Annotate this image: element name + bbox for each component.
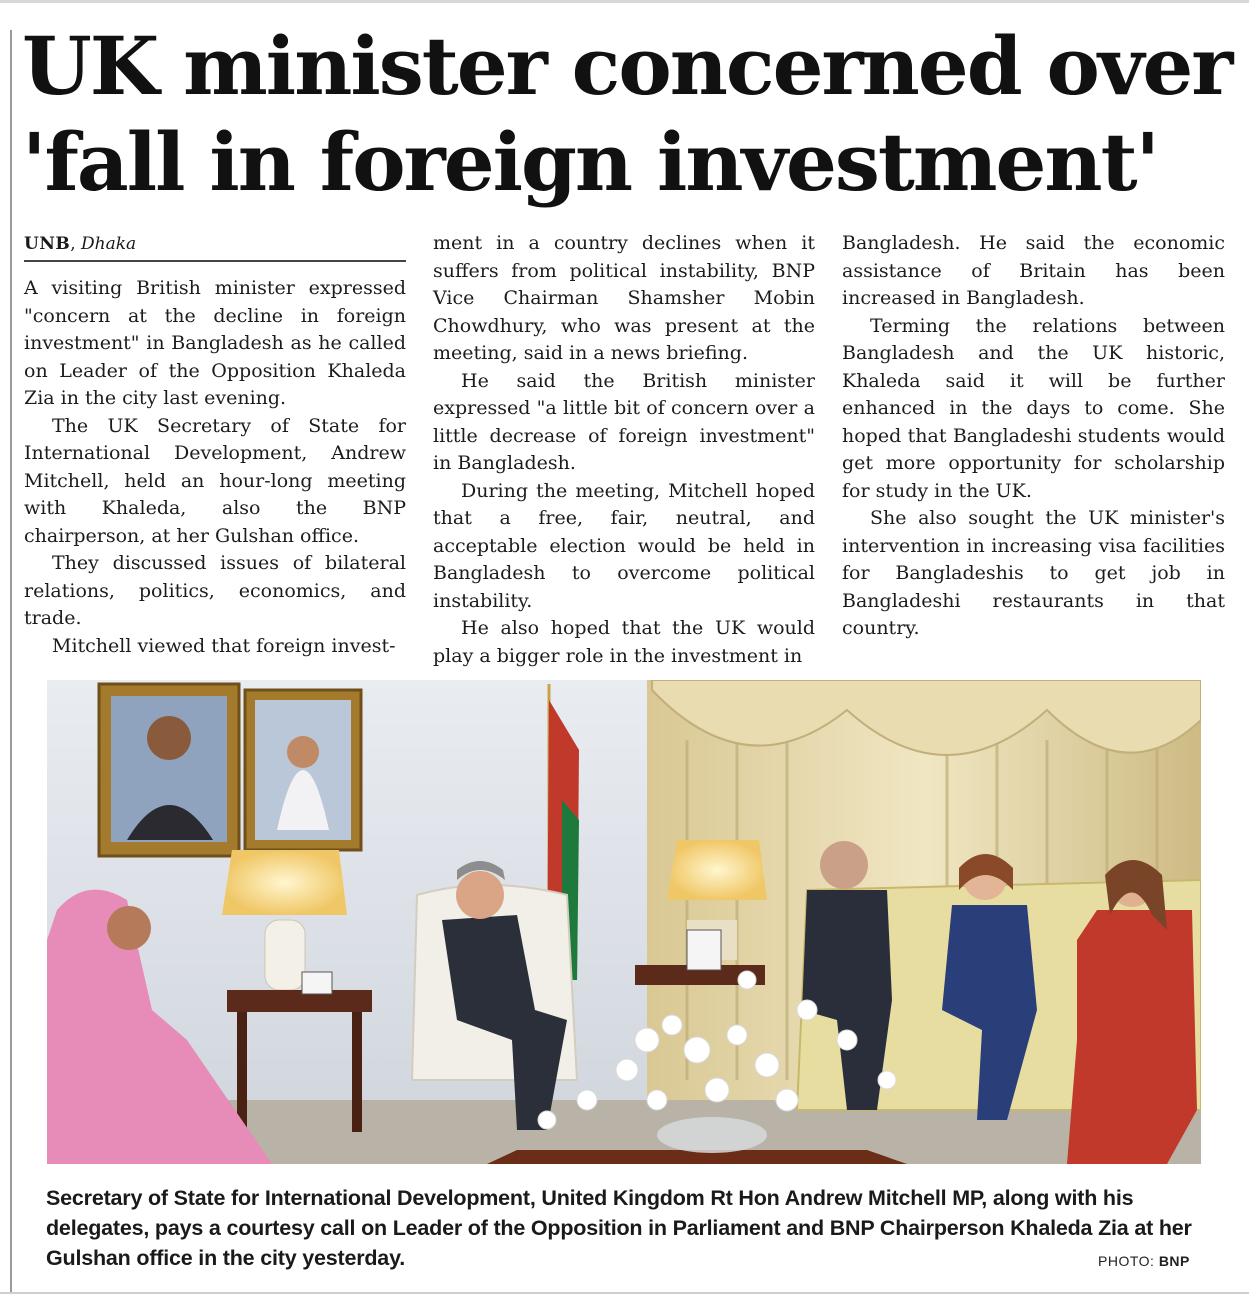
paragraph: He also hoped that the UK would play a bigger role in the investment in xyxy=(433,617,815,667)
page-left-border xyxy=(10,30,12,1292)
paragraph: ment in a country declines when it suffers from political instability, BNP Vice Chairman Shamsher Mobin Chowdhury, who was present at the meeting, said in a news briefing. xyxy=(433,232,815,364)
paragraph: They discussed issues of bilateral relations, politics, economics, and trade. xyxy=(24,552,406,629)
paragraph: During the meeting, Mitchell hoped that a free, fair, neutral, and acceptable election would be held in Bangladesh to overcome political instability. xyxy=(433,479,815,612)
side-table-left xyxy=(227,990,372,1012)
paragraph: Bangladesh. He said the economic assistance of Britain has been increased in Bangladesh. xyxy=(842,232,1225,309)
paragraph: The UK Secretary of State for International Development, Andrew Mitchell, held an hour-long meeting with Khaleda, also the BNP chairperson, at her Gulshan office. xyxy=(24,414,406,547)
headline-line-1: UK minister concerned over xyxy=(22,19,1232,113)
paragraph: Mitchell viewed that foreign invest- xyxy=(52,634,396,657)
photo-credit xyxy=(1098,1253,1190,1269)
page-top-border xyxy=(0,0,1249,3)
headline-line-2: 'fall in foreign investment' xyxy=(22,115,1159,209)
photo-credit-prefix: PHOTO: xyxy=(1098,1253,1159,1269)
paragraph: She also sought the UK minister's intervention in increasing visa facilities for Bangladeshis to get job in Bangladeshi restaurants in that country. xyxy=(842,507,1225,639)
byline xyxy=(24,233,406,262)
article-column-3 xyxy=(842,230,1225,643)
paragraph: A visiting British minister expressed "concern at the decline in foreign investment" in Bangladesh as he called on Leader of the Opposition Khaleda Zia in the city last evening. xyxy=(24,277,406,409)
byline-agency: UNB xyxy=(24,234,71,254)
lamp-right xyxy=(667,840,767,900)
headline xyxy=(22,18,1237,210)
paragraph: Terming the relations between Bangladesh and the UK historic, Khaleda said it will be further enhanced in the days to come. She hoped that Bangladeshi students would get more opportunity for scholarship for study in the UK. xyxy=(842,314,1225,502)
photo-credit-source: BNP xyxy=(1158,1253,1190,1269)
paragraph: He said the British minister expressed "a little bit of concern over a little decrease of foreign investment" in Bangladesh. xyxy=(433,369,815,474)
byline-place: Dhaka xyxy=(81,234,137,254)
page-bottom-border xyxy=(0,1292,1249,1294)
meeting-photo xyxy=(47,680,1201,1164)
byline-separator: , xyxy=(70,234,82,254)
article-column-1 xyxy=(24,275,406,660)
person-delegate-3 xyxy=(1067,910,1197,1164)
article-column-2 xyxy=(433,230,815,670)
photo-caption: Secretary of State for International Development, United Kingdom Rt Hon Andrew Mitchell MP, along with his delegates, pays a courtesy call on Leader of the Opposition in Parliament and BNP Chairperson Khaleda Zia at her Gulshan office in the city yesterday. xyxy=(46,1186,1192,1270)
lamp-left xyxy=(222,850,347,915)
